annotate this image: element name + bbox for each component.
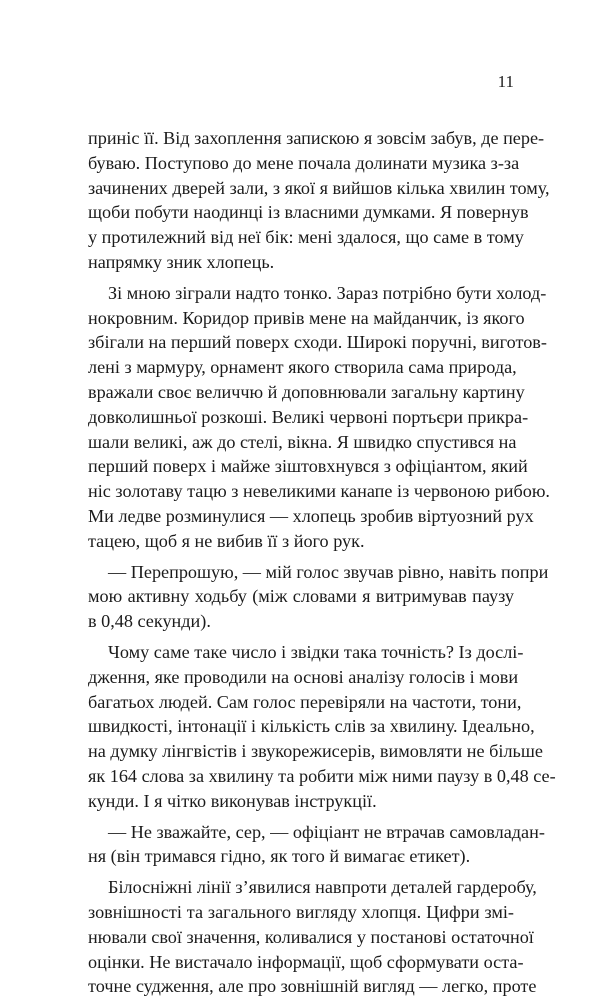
text-line: точне судження, але про зовнішній вигляд — легко, проте: [88, 976, 537, 997]
text-line: ня (він тримався гідно, як того й вимагає етикет).: [88, 846, 471, 867]
text-line: багатьох людей. Сам голос перевіряли на частоти, тони,: [88, 691, 522, 712]
paragraph-6: [88, 875, 537, 999]
text-line: на думку лінгвістів і звукорежисерів, вимовляти не більше: [88, 741, 543, 762]
text-line: зачинених дверей зали, з якої я вийшов кілька хвилин тому,: [88, 177, 550, 198]
text-line: нокровним. Коридор привів мене на майданчик, із якого: [88, 307, 525, 328]
text-line: Білосніжні лінії з’явилися навпроти деталей гардеробу,: [108, 877, 537, 898]
text-line: збігали на перший поверх сходи. Широкі поручні, виготов-: [88, 332, 547, 353]
text-line: кунди. І я чітко виконував інструкції.: [88, 790, 377, 811]
text-line: нювали свої значення, коливалися у постанові остаточної: [88, 926, 534, 947]
text-line: Ми ледве розминулися — хлопець зробив віртуозний рух: [88, 505, 534, 526]
text-line: довколишньої розкоші. Великі червоні портьєри прикра-: [88, 406, 529, 427]
text-line: оцінки. Не вистачало інформації, щоб сформувати оста-: [88, 951, 524, 972]
paragraph-3: [88, 560, 549, 634]
text-line: тацею, щоб я не вибив її з його рук.: [88, 530, 365, 551]
text-line: вражали своє величчю й доповнювали загальну картину: [88, 381, 525, 402]
page-number: 11: [497, 72, 514, 91]
text-line: шали великі, аж до стелі, вікна. Я швидко спустився на: [88, 431, 517, 452]
text-line: Зі мною зіграли надто тонко. Зараз потрібно бути холод-: [108, 282, 547, 303]
text-line: буваю. Поступово до мене почала долинати музика з-за: [88, 152, 520, 173]
text-line: Чому саме таке число і звідки така точність? Із дослі-: [108, 641, 524, 662]
text-line: перший поверх і майже зіштовхнувся з офіціантом, який: [88, 456, 528, 477]
paragraph-4: [88, 640, 556, 814]
body-text: [88, 126, 556, 1005]
paragraph-2: [88, 281, 550, 554]
text-line: дження, яке проводили на основі аналізу голосів і мови: [88, 666, 519, 687]
text-line: — Перепрошую, — мій голос звучав рівно, навіть попри: [108, 561, 549, 582]
text-line: щоби побути наодинці із власними думками. Я повернув: [88, 202, 529, 223]
text-line: у протилежний від неї бік: мені здалося, що саме в тому: [88, 227, 524, 248]
text-line: в 0,48 секунди).: [88, 611, 211, 632]
text-line: мою активну ходьбу (між словами я витримував паузу: [88, 586, 514, 607]
text-line: як 164 слова за хвилину та робити між ними паузу в 0,48 се-: [88, 765, 556, 786]
text-line: напрямку зник хлопець.: [88, 251, 275, 272]
text-line: зовнішності та загального вигляду хлопця. Цифри змі-: [88, 901, 514, 922]
paragraph-5: [88, 820, 545, 870]
text-line: ніс золотаву тацю з невеликими канапе із червоною рибою.: [88, 481, 550, 502]
text-line: приніс її. Від захоплення запискою я зовсім забув, де пере-: [88, 128, 545, 148]
paragraph-1: [88, 126, 550, 275]
text-line: лені з мармуру, орнамент якого створила сама природа,: [88, 357, 517, 378]
text-line: — Не зважайте, сер, — офіціант не втрачав самовладан-: [108, 821, 545, 842]
text-line: швидкості, інтонації і кількість слів за хвилину. Ідеально,: [88, 716, 535, 737]
